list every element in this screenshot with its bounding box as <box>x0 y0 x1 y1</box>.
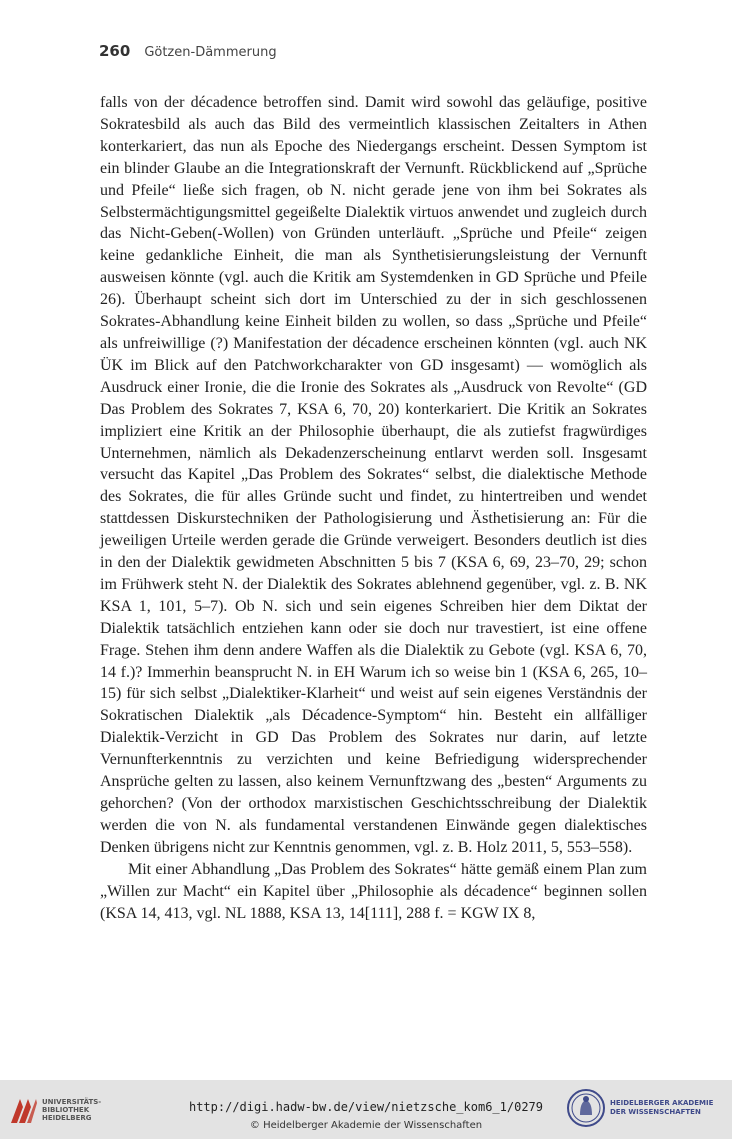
page-header <box>99 42 277 60</box>
paragraph-1: falls von der décadence betroffen sind. Damit wird sowohl das geläufige, positive Sokratesbild als auch das Bild des vermeintlich klassischen Zeitalters in Athen konterkariert, das nun als Epoche des Niedergangs erscheint. Dessen Symptom ist ein blinder Glaube an die Integrationskraft der Vernunft. Rückblickend auf „Sprüche und Pfeile“ ließe sich fragen, ob N. nicht gerade jene von ihm bei Sokrates als Selbstermächtigungsmittel gegeißelte Dialektik virtuos anwendet und zugleich durch das Nicht-Geben(-Wollen) von Gründen unterläuft. „Sprüche und Pfeile“ zeigen keine gedankliche Einheit, die man als Synthetisierungsleistung der Vernunft ausweisen könnte (vgl. auch die Kritik am Systemdenken in GD Sprüche und Pfeile 26). Überhaupt scheint sich dort im Unterschied zu der in sich geschlossenen Sokrates-Abhandlung keine Einheit bilden zu wollen, so dass „Sprüche und Pfeile“ als unfreiwillige (?) Manifestation der décadence erscheinen könnten (vgl. auch NK ÜK im Blick auf den Patchworkcharakter von GD insgesamt) — womöglich als Ausdruck einer Ironie, die die Ironie des Sokrates als „Ausdruck von Revolte“ (GD Das Problem des Sokrates 7, KSA 6, 70, 20) konterkariert. Die Kritik an Sokrates impliziert eine Kritik an der Philosophie überhaupt, die als zutiefst fragwürdiges Unternehmen, nämlich als Dekadenzerscheinung entlarvt werden soll. Insgesamt versucht das Kapitel „Das Problem des Sokrates“ selbst, die dialektische Methode des Sokrates, die für alles Gründe sucht und findet, zu hintertreiben und wendet stattdessen Diskurstechniken der Pathologisierung und Ästhetisierung an: Für die jeweiligen Urteile werden gerade die Gründe verweigert. Besonders deutlich ist dies in den der Dialektik gewidmeten Abschnitten 5 bis 7 (KSA 6, 69, 23–70, 29; schon im Frühwerk steht N. der Dialektik des Sokrates ablehnend gegenüber, vgl. z. B. NK KSA 1, 101, 5–7). Ob N. sich und sein eigenes Schreiben hier dem Diktat der Dialektik tatsächlich entziehen kann oder sie doch nur travestiert, ist eine offene Frage. Stehen ihm denn andere Waffen als die Dialektik zu Gebote (vgl. KSA 6, 70, 14 f.)? Immerhin beansprucht N. in EH Warum ich so weise bin 1 (KSA 6, 265, 10–15) für sich selbst „Dialektiker-Klarheit“ und weist auf sein eigenes Verständnis der Sokratischen Dialektik „als Décadence-Symptom“ hin. Besteht ein allfälliger Dialektik-Verzicht in GD Das Problem des Sokrates nur darin, auf letzte Vernunfterkenntnis zu verzichten und keine Befriedigung widersprechender Ansprüche gelten zu lassen, also keinem Vernunftzwang des „besten“ Arguments zu gehorchen? (Von der orthodox marxistischen Geschichtsschreibung der Dialektik werden die von N. als fundamental verstandenen Einwände gegen dialektisches Denken übrigens nicht zur Kenntnis genommen, vgl. z. B. Holz 2011, 5, 553–558). <box>100 94 647 856</box>
permalink-url[interactable]: http://digi.hadw-bw.de/view/nietzsche_kom6_1/0279 <box>188 1100 543 1114</box>
paragraph-2: Mit einer Abhandlung „Das Problem des Sokrates“ hätte gemäß einem Plan zum „Willen zur Macht“ ein Kapitel über „Philosophie als décadence“ beginnen sollen (KSA 14, 413, vgl. NL 1888, KSA 13, 14[111], 288 f. = KGW IX 8, <box>100 860 647 922</box>
footer-bar <box>0 1080 732 1139</box>
page-number: 260 <box>99 42 131 60</box>
academy-seal-icon <box>566 1088 606 1128</box>
academy-line-2: DER WISSENSCHAFTEN <box>610 1108 701 1116</box>
library-line-3: HEIDELBERG <box>42 1114 92 1122</box>
library-line-1: UNIVERSITÄTS- <box>42 1098 102 1106</box>
academy-line-1: HEIDELBERGER AKADEMIE <box>610 1099 714 1107</box>
running-title: Götzen-Dämmerung <box>144 45 277 60</box>
body-text <box>100 92 647 924</box>
academy-name <box>610 1099 713 1117</box>
library-line-2: BIBLIOTHEK <box>42 1106 90 1114</box>
copyright-notice: © Heidelberger Akademie der Wissenschaften <box>249 1120 483 1131</box>
